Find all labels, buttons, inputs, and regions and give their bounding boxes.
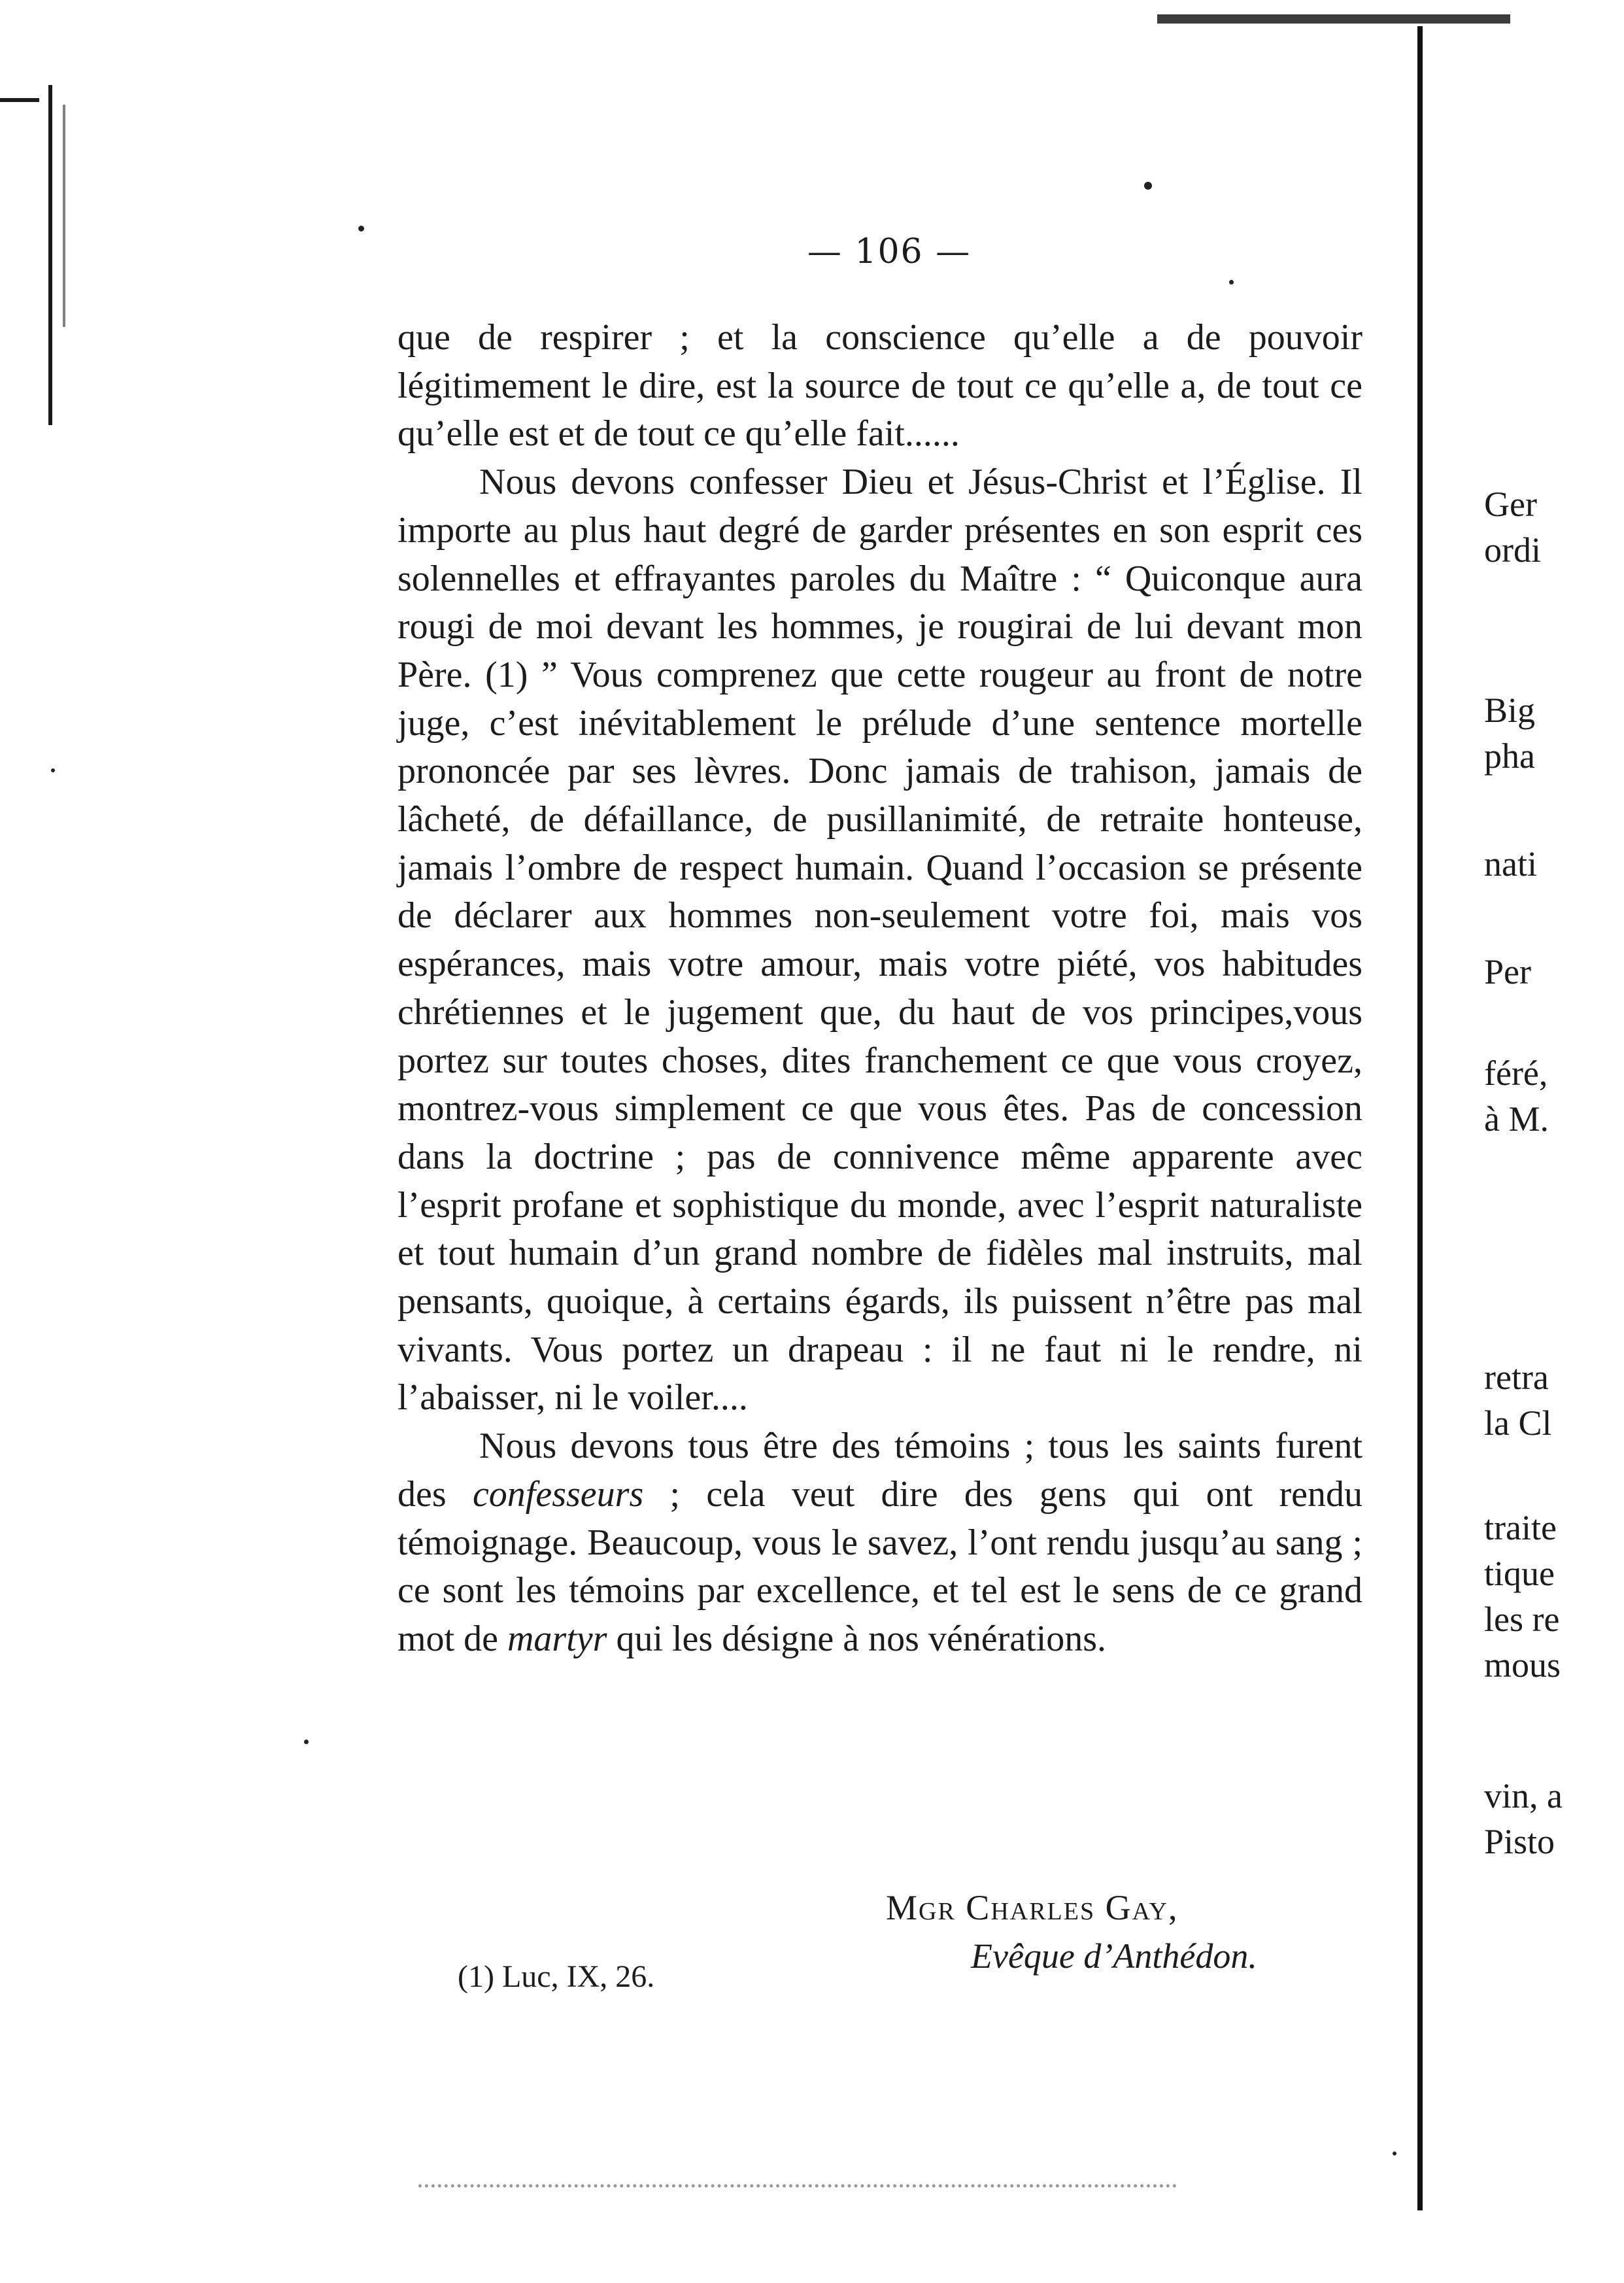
paragraph: que de respirer ; et la conscience qu’elle a de pouvoir légitimement le dire, est la source de tout ce qu’elle a, de tout ce qu’elle est et de tout ce qu’elle fait......	[398, 317, 1362, 455]
binding-mark-left	[48, 85, 52, 425]
adjacent-page-edge	[1412, 0, 1624, 2283]
paragraph	[398, 1422, 1362, 1664]
adjacent-page-fragment: Big	[1484, 691, 1536, 730]
speck	[358, 226, 364, 232]
adjacent-page-fragment: mous	[1484, 1645, 1561, 1685]
adjacent-page-fragment: ordi	[1484, 530, 1541, 570]
body-text	[398, 314, 1362, 1664]
footnote: (1) Luc, IX, 26.	[458, 1959, 655, 1994]
speck	[1393, 2152, 1396, 2155]
speck	[51, 768, 55, 772]
adjacent-page-fragment: Pisto	[1484, 1822, 1555, 1861]
speck	[1144, 182, 1152, 190]
speck	[1229, 280, 1234, 284]
adjacent-page-fragment: vin, a	[1484, 1776, 1563, 1815]
adjacent-page-fragment: les re	[1484, 1600, 1560, 1639]
text-run: Nous devons tous être des témoins ; tous les saints furent des	[398, 1426, 1362, 1515]
adjacent-page-fragment: traite	[1484, 1508, 1557, 1547]
adjacent-page-fragment: la Cl	[1484, 1403, 1552, 1443]
page-fold-line	[1417, 26, 1423, 2210]
adjacent-page-fragment: pha	[1484, 736, 1535, 776]
adjacent-page-fragment: à M.	[1484, 1099, 1549, 1139]
adjacent-page-fragment: Per	[1484, 952, 1531, 991]
adjacent-page-fragment: nati	[1484, 844, 1537, 884]
adjacent-page-fragment: féré,	[1484, 1054, 1548, 1093]
text-run: qui les désigne à nos vénérations.	[607, 1618, 1107, 1659]
signature	[886, 1883, 1257, 1980]
adjacent-page-fragment: tique	[1484, 1554, 1555, 1593]
adjacent-page-fragment: Ger	[1484, 485, 1537, 524]
author-name: Mgr Charles Gay,	[886, 1888, 1179, 1927]
binding-mark-top	[0, 98, 39, 102]
italic-term: martyr	[507, 1618, 607, 1659]
italic-term: confesseurs	[472, 1473, 644, 1515]
binding-mark-left-2	[63, 105, 65, 327]
speck	[304, 1740, 309, 1744]
text-run: ; cela veut dire des gens qui ont rendu témoignage. Beaucoup, vous le savez, l’ont rendu jusqu’au sang ; ce sont les témoins par excellence, et tel est le sens de ce grand mot de	[398, 1473, 1362, 1659]
page-number: — 106 —	[807, 232, 972, 271]
author-title: Evêque d’Anthédon.	[971, 1936, 1257, 1976]
paragraph: Nous devons confesser Dieu et Jésus-Christ et l’Église. Il importe au plus haut degré de garder présentes en son esprit ces solennelles et effrayantes paroles du Maître : “ Quiconque aura rougi de moi devant les hommes, je rougirai de lui devant mon Père. (1) ” Vous comprenez que cette rougeur au front de notre juge, c’est inévitablement le prélude d’une sentence mortelle prononcée par ses lèvres. Donc jamais de trahison, jamais de lâcheté, de défaillance, de pusillanimité, de retraite honteuse, jamais l’ombre de respect humain. Quand l’occasion se présente de déclarer aux hommes non-seulement votre foi, mais vos espérances, mais votre amour, mais votre piété, vos habitudes chrétiennes et le jugement que, du haut de vos principes,vous portez sur toutes choses, dites franchement ce que vous croyez, montrez-vous simplement ce que vous êtes. Pas de concession dans la doctrine ; pas de connivence même apparente avec l’esprit profane et sophistique du monde, avec l’esprit naturaliste et tout humain d’un grand nombre de fidèles mal instruits, mal pensants, quoique, à certains égards, ils puissent n’être pas mal vivants. Vous portez un drapeau : il ne faut ni le rendre, ni l’abaisser, ni le voiler....	[398, 462, 1362, 1418]
scan-noise-bottom	[418, 2184, 1177, 2202]
adjacent-page-fragment: retra	[1484, 1358, 1549, 1397]
